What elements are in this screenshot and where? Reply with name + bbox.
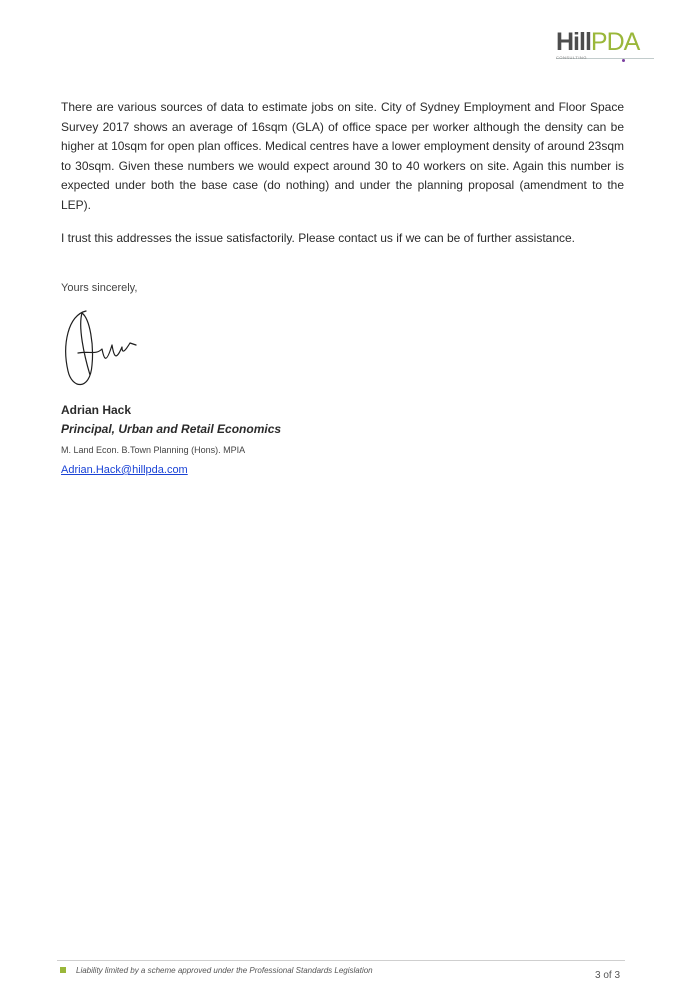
- body-paragraph-1: There are various sources of data to estimate jobs on site. City of Sydney Employment and Floor Space Survey 2017 shows an average of 16sqm (GLA) of office space per worker although the density can be higher at 10sqm for open plan offices. Medical centres have a lower employment density of around 23sqm to 30sqm. Given these numbers we would expect around 30 to 40 workers on site. Again this number is expected under both the base case (do nothing) and under the planning proposal (amendment to the LEP).: [61, 100, 624, 212]
- logo-pda: PDA: [590, 28, 640, 56]
- logo-wordmark: [556, 28, 639, 56]
- signatory-email-link[interactable]: Adrian.Hack@hillpda.com: [61, 464, 188, 476]
- signatory-title: Principal, Urban and Retail Economics: [61, 422, 282, 436]
- logo-dot: [622, 59, 625, 62]
- logo-subtitle: CONSULTING: [556, 55, 587, 60]
- logo-hill: Hill: [556, 28, 591, 56]
- signatory-qualifications: M. Land Econ. B.Town Planning (Hons). MPIA: [61, 445, 246, 455]
- company-logo: [556, 28, 656, 64]
- body-paragraph-2: I trust this addresses the issue satisfactorily. Please contact us if we can be of further assistance.: [61, 231, 576, 245]
- footer-divider: [57, 960, 625, 961]
- page-number: 3 of 3: [595, 970, 621, 981]
- footer-bullet-icon: [60, 967, 66, 973]
- signatory-name: Adrian Hack: [61, 403, 132, 417]
- footer-disclaimer: Liability limited by a scheme approved under the Professional Standards Legislation: [76, 966, 373, 975]
- handwritten-signature: [60, 305, 140, 391]
- closing-salutation: Yours sincerely,: [61, 282, 138, 294]
